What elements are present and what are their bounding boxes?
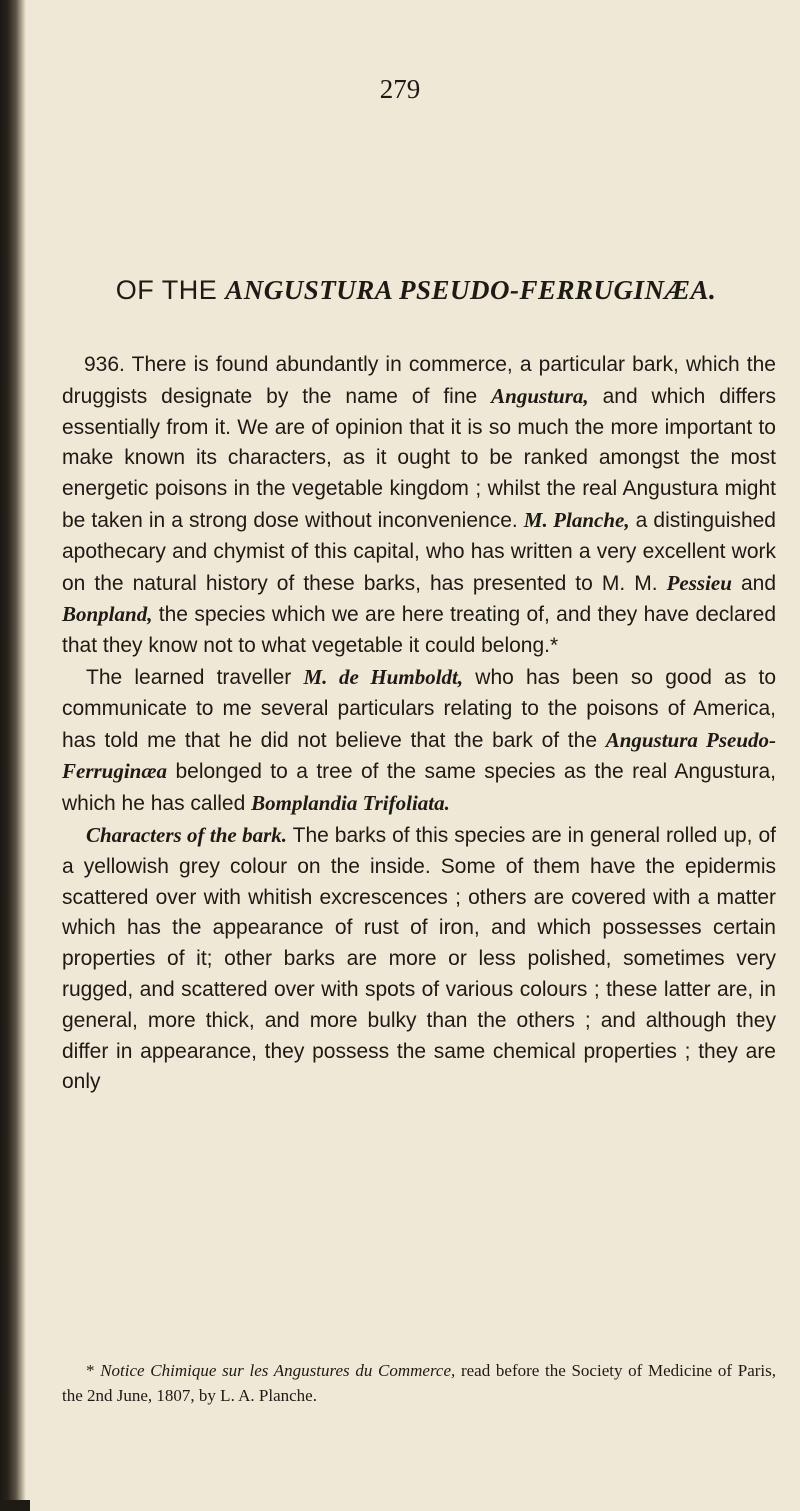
paragraph-text: a distinguished apothecary and chymist of this capital, who has written a very excellent work on the natural history of these barks, has presented to M. M. [62,508,776,595]
footnote-text [62,1358,776,1408]
italic-text: M. Planche, [523,507,630,532]
footnote [62,1358,776,1408]
italic-text: Bomplandia Trifoliata. [251,791,450,816]
footnote-title: Notice Chimique sur les Angustures du Commerce, [100,1361,456,1380]
paragraph-text: and which differs essentially from it. We are of opinion that it is so much the more important to make known its characters, as it ought to be ranked amongst the most energetic poisons in the vegetable kingdom ; whilst the real Angustura might be taken in a strong dose without inconvenience. [62,384,776,532]
page-number: 279 [379,74,421,104]
paragraph-text: The learned traveller [86,665,304,689]
footnote-body: read before the Society of Medicine of Paris, the 2nd June, 1807, by L. A. Planche. [62,1361,777,1405]
paragraph-text: and [731,571,776,595]
italic-text: Angustura Pseudo-Ferruginæa [62,727,777,784]
italic-text: Pessieu [666,570,732,595]
paragraph-text: who has been so good as to communicate to me several particulars relating to the poisons of America, has told me that he did not believe that the bark of the [62,665,776,752]
paragraph-humboldt [62,662,776,820]
paragraph-text: the species which we are here treating of, and they have declared that they know not to what vegetable it could belong.* [62,603,776,658]
paragraph-text: The barks of this species are in general rolled up, of a yellowish grey colour on the inside. Some of them have the epidermis scattered over with whitish excrescences ; others are covered with a matter which has the appearance of rust of iron, and which possesses certain properties of it; other barks are more or less polished, sometimes very rugged, and scattered over with spots of various colours ; these latter are, in general, more thick, and more bulky than the others ; and although they differ in appearance, they possess the same chemical properties ; they are only [62,823,776,1094]
footnote-marker: * [86,1361,101,1380]
paragraph-characters [62,820,776,1098]
heading-prefix: OF THE [115,275,226,305]
italic-text: M. de Humboldt, [303,664,464,689]
binding-gutter [0,0,26,1511]
paragraph-text: belonged to a tree of the same species as the real Angustura, which he has called [62,760,776,816]
italic-text: Bonpland, [62,602,153,627]
section-heading [58,273,774,308]
paragraph-text: 936. There is found abundantly in commerce, a particular bark, which the druggists designate by the name of fine [62,353,776,408]
scan-edge-mark [0,1500,30,1511]
body-text [62,350,776,1098]
paragraph-936 [62,350,776,662]
italic-text: Angustura, [491,383,589,408]
italic-text: Characters of the bark. [86,822,288,847]
heading-title: ANGUSTURA PSEUDO-FERRUGINÆA. [225,275,717,305]
